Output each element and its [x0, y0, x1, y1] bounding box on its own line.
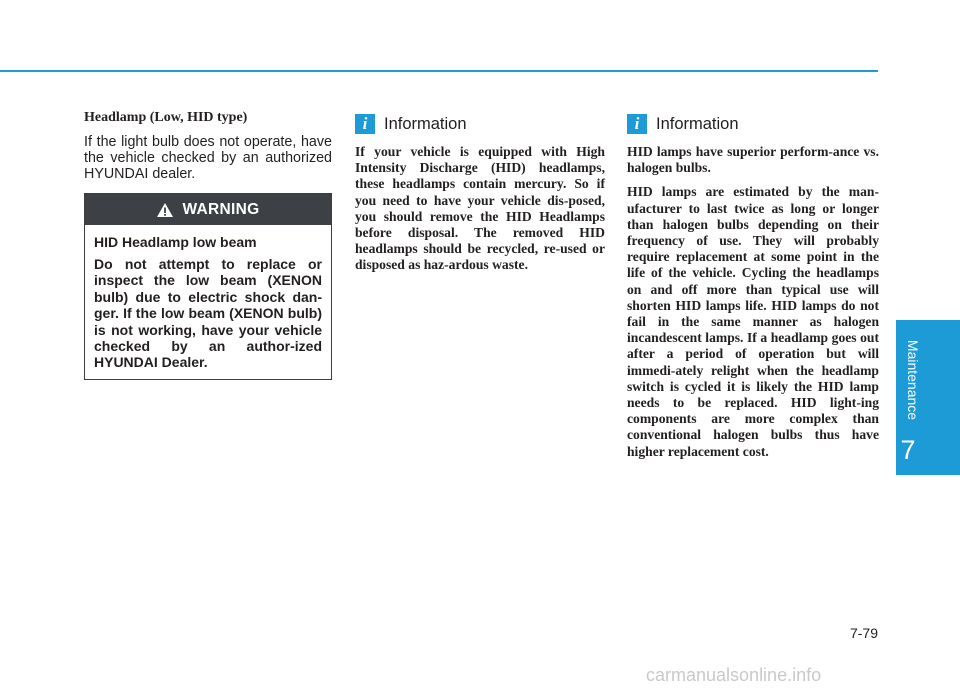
- warning-box: [84, 193, 332, 380]
- info-title: Information: [384, 114, 467, 133]
- info-icon: i: [627, 114, 647, 134]
- section-paragraph: If the light bulb does not operate, have the vehicle checked by an authorized HYUNDAI dealer.: [84, 134, 332, 182]
- column-1: [84, 110, 332, 182]
- info-paragraph-2: HID lamps are estimated by the man-ufacturer to last twice as long or longer than halogen bulbs depending on their frequency of use. They will probably require replacement at some point in the life of the vehicle. Cycling the headlamps on and off more than typical use will shorten HID lamps life. HID lamps do not fail in the same manner as halogen incandescent lamps. If a headlamp goes out after a period of operation but will immedi-ately relight when the headlamp switch is cycled it is likely the HID lamp needs to be replaced. HID light-ing components are more complex than conventional halogen bulbs thus have higher replacement cost.: [627, 184, 879, 459]
- info-header: [355, 114, 605, 134]
- info-title: Information: [656, 114, 739, 133]
- info-paragraph: If your vehicle is equipped with High Intensity Discharge (HID) headlamps, these headlamps contain mercury. So if you need to have your vehicle dis-posed, you should remove the HID Headlamps before disposal. The removed HID headlamps should be recycled, re-used or disposed as haz-ardous waste.: [355, 144, 605, 273]
- warning-subtitle: HID Headlamp low beam: [94, 234, 257, 250]
- info-header: [627, 114, 879, 134]
- top-rule: [0, 70, 878, 72]
- info-icon: i: [355, 114, 375, 134]
- column-2: [355, 114, 605, 282]
- column-3: [627, 114, 879, 468]
- watermark: carmanualsonline.info: [646, 665, 822, 685]
- warning-text: Do not attempt to replace or inspect the low beam (XENON bulb) due to electric shock dan-ger. If the low beam (XENON bulb) is not working, have your vehicle checked by an author-ized HYUNDAI Dealer.: [94, 256, 322, 371]
- chapter-number: 7: [900, 435, 916, 465]
- page-number: 7-79: [849, 625, 878, 641]
- warning-label: WARNING: [182, 200, 260, 218]
- info-paragraph-1: HID lamps have superior perform-ance vs. halogen bulbs.: [627, 144, 879, 176]
- section-heading: Headlamp (Low, HID type): [84, 110, 248, 125]
- warning-triangle-icon: [156, 202, 174, 218]
- warning-header: [85, 194, 331, 225]
- warning-body: [85, 225, 331, 371]
- chapter-label-text: Maintenance: [905, 339, 922, 421]
- chapter-label: [896, 335, 930, 425]
